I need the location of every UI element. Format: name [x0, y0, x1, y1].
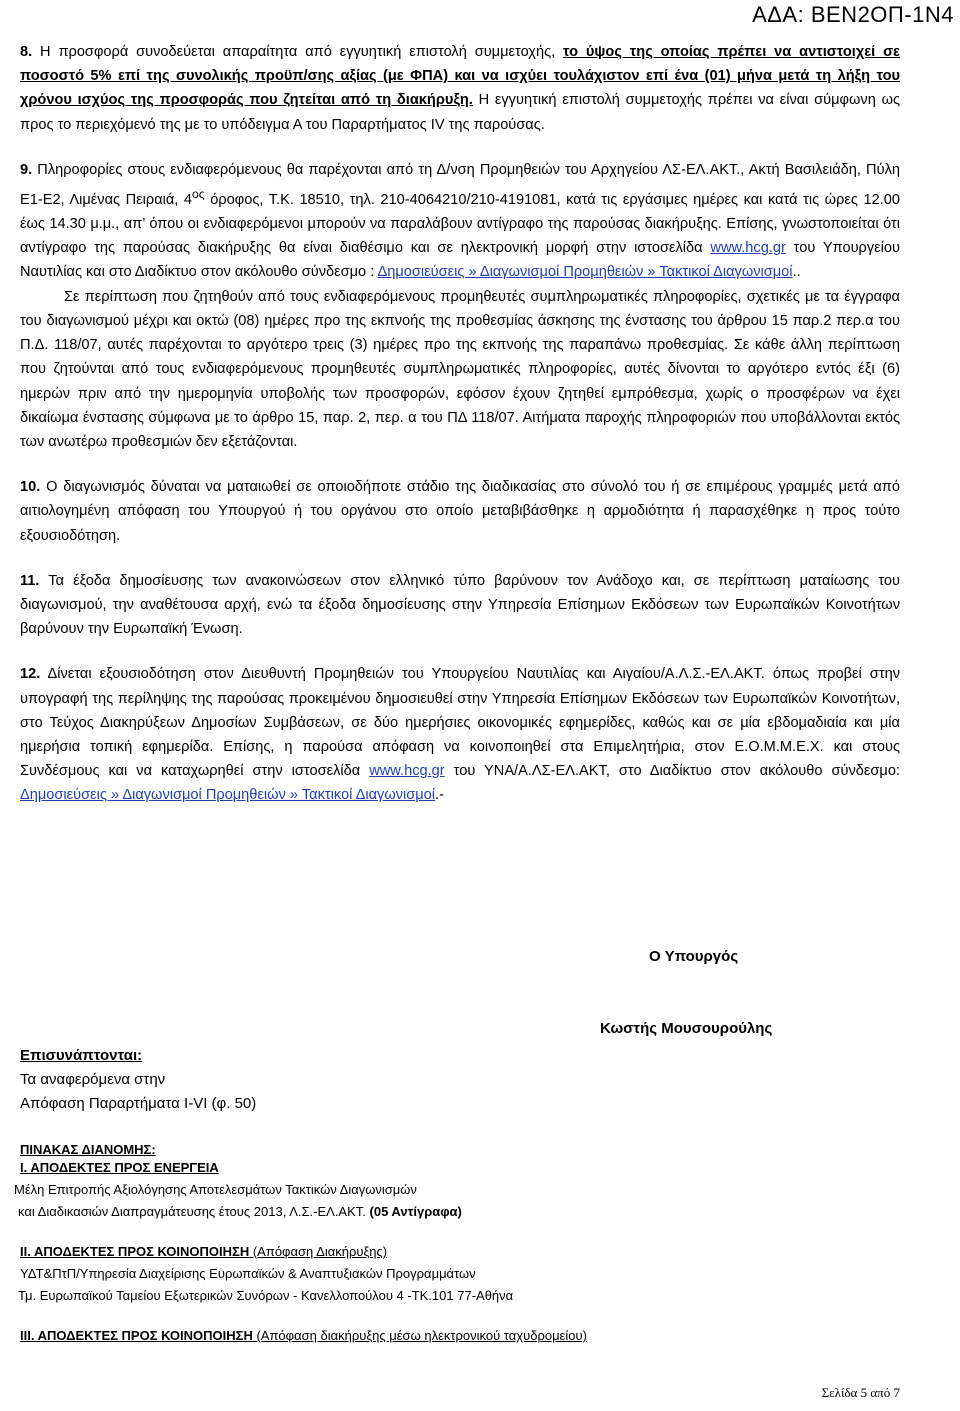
distribution-section-3-heading-line: [20, 1325, 920, 1347]
distribution-section-3-heading: ΙΙΙ. ΑΠΟΔΕΚΤΕΣ ΠΡΟΣ ΚΟΙΝΟΠΟΙΗΣΗ: [20, 1328, 253, 1343]
section-8-text-c: Η εγγυητική επιστολή συμμετοχής πρέπει να είναι σύμφωνη ως προς το περιεχόμενό της με το υπόδειγμα Α του Παραρτήματος IV της παρούσας.: [20, 92, 901, 133]
distribution-section-2-line-2: Τμ. Ευρωπαϊκού Ταμείου Εξωτερικών Συνόρων - Κανελλοπούλου 4 -ΤΚ.101 77-Αθήνα: [18, 1288, 514, 1303]
enclosures-line-1: Τα αναφερόμενα στην: [20, 1071, 166, 1088]
section-9-paragraph-2: Σε περίπτωση που ζητηθούν από τους ενδιαφερόμενους προμηθευτές συμπληρωματικές πληροφορίες, σχετικές με τα έγγραφα του διαγωνισμού μέχρι και οκτώ (08) ημέρες προ της εκπνοής της προθεσμίας άσκησης της ένστασης του άρθρου 15 παρ.2 περ.α του Π.Δ. 118/07, αυτές παρέχονται το αργότερο τρεις (3) ημέρες προ της εκπνοής της παραπάνω προθεσμίας. Σε κάθε άλλη περίπτωση που ζητούνται από τους ενδιαφερόμενους προμηθευτές συμπληρωματικές πληροφορίες, αυτές δίνονται το αργότερο εντός έξι (6) ημερών πριν από την ημερομηνία υποβολής των προσφορών, εφόσον έχουν ζητηθεί εμπρόθεσμα, χωρίς ο προσφέρων να έχει δικαίωμα ένστασης σύμφωνα με το άρθρο 15, παρ. 2, περ. α του ΠΔ 118/07. Αιτήματα παροχής πληροφοριών που υποβάλλονται εκτός των ανωτέρω προθεσμιών δεν εξετάζονται.: [20, 288, 900, 450]
section-8: [20, 40, 900, 137]
enclosures-heading: Επισυνάπτονται:: [20, 1047, 143, 1064]
section-12: [20, 662, 900, 807]
ada-code: ΑΔΑ: ΒΕΝ2ΟΠ-1Ν4: [752, 2, 954, 27]
section-9: [20, 158, 900, 285]
distribution-section-3-note: (Απόφαση διακήρυξης μέσω ηλεκτρονικού ταχυδρομείου): [252, 1328, 587, 1343]
section-9-text-c: , κατά τις εργάσιμες ημέρες και κατά τις ώρες 12.00 έως 14.30 μ.μ., απ’ όπου οι ενδιαφερόμενοι μπορούν να παραλάβουν αντίγραφο της παρούσας διακήρυξης. Επίσης, γνωστοποιείται ότι αντίγραφο της παρούσας διακήρυξης θα είναι διαθέσιμο και σε ηλεκτρονική μορφή στην ιστοσελίδα: [20, 191, 900, 257]
enclosures: [20, 1044, 256, 1116]
page-number: Σελίδα 5 από 7: [821, 1385, 900, 1400]
tenders-link-2[interactable]: Δημοσιεύσεις » Διαγωνισμοί Προμηθειών » Τακτικοί Διαγωνισμοί: [20, 787, 436, 804]
section-11-text: Τα έξοδα δημοσίευσης των ανακοινώσεων στον ελληνικό τύπο βαρύνουν τον Ανάδοχο και, σε περίπτωση ματαίωσης του διαγωνισμού, την αναθέτουσα αρχή, ενώ τα έξοδα δημοσίευσης στην Υπηρεσία Επίσημων Εκδόσεων των Ευρωπαϊκών Κοινοτήτων βαρύνουν την Ευρωπαϊκή Ένωση.: [20, 572, 900, 638]
distribution-section-2-heading: ΙΙ. ΑΠΟΔΕΚΤΕΣ ΠΡΟΣ ΚΟΙΝΟΠΟΙΗΣΗ: [20, 1244, 250, 1259]
hcg-link-2[interactable]: www.hcg.gr: [369, 763, 445, 780]
distribution-section-2-line-1: ΥΔΤ&ΠτΠ/Υπηρεσία Διαχείρισης Ευρωπαϊκών & Αναπτυξιακών Προγραμμάτων: [20, 1266, 476, 1281]
section-10-text: Ο διαγωνισμός δύναται να ματαιωθεί σε οποιοδήποτε στάδιο της διαδικασίας στο σύνολό του ή σε επιμέρους γραμμές μετά από αιτιολογημένη απόφαση του Υπουργού ή του οργάνου στο οποίο μεταβιβάσθηκε η αρμοδιότητα ή παρασχέθηκε η προς τούτο εξουσιοδότηση.: [20, 479, 900, 544]
distribution-section-1-line-1: Μέλη Επιτροπής Αξιολόγησης Αποτελεσμάτων Τακτικών Διαγωνισμών: [14, 1182, 417, 1197]
section-8-number: 8.: [20, 44, 33, 60]
section-10: [20, 475, 900, 548]
distribution-heading: ΠΙΝΑΚΑΣ ΔΙΑΝΟΜΗΣ:: [20, 1142, 156, 1157]
section-9-sup: ος: [192, 187, 205, 202]
section-9-text-d: του Υπουργείου Ναυτιλίας και στο Διαδίκτυο στον ακόλουθο σύνδεσμο :: [20, 240, 901, 281]
section-12-text-c: .-: [435, 787, 444, 804]
distribution-section-2-heading-line: [20, 1241, 920, 1263]
section-8-text-b: το ύψος της οποίας πρέπει να αντιστοιχεί σε ποσοστό 5% επί της συνολικής προϋπ/σης αξίας (με ΦΠΑ) και να ισχύει τουλάχιστον επί ένα (01) μήνα μετά τη λήξη του χρόνου ισχύος της προσφοράς που ζητείται από τη διακήρυξη.: [20, 44, 900, 109]
section-8-text-a: Η προσφορά συνοδεύεται απαραίτητα από εγγυητική επιστολή συμμετοχής,: [32, 44, 564, 60]
distribution-section-1-line-2: [18, 1201, 920, 1223]
section-12-number: 12.: [20, 666, 41, 683]
signature-name: Κωστής Μουσουρούλης: [600, 1020, 773, 1037]
section-9-text-a: Πληροφορίες στους ενδιαφερόμενους θα παρέχονται από τη Δ/νση Προμηθειών του Αρχηγείου ΛΣ-ΕΛ.ΑΚΤ., Ακτή Βασιλειάδη, Πύλη Ε1-Ε2, Λιμένας Πειραιά, 4: [20, 161, 900, 208]
document-body: [20, 40, 900, 808]
section-9-number: 9.: [20, 161, 33, 178]
hcg-link-1[interactable]: www.hcg.gr: [710, 240, 786, 257]
distribution-section-2-note: (Απόφαση Διακήρυξης): [249, 1244, 388, 1259]
tenders-link-1[interactable]: Δημοσιεύσεις » Διαγωνισμοί Προμηθειών » Τακτικοί Διαγωνισμοί: [377, 264, 793, 281]
section-12-text-a: Δίνεται εξουσιοδότηση στον Διευθυντή Προμηθειών του Υπουργείου Ναυτιλίας και Αιγαίου/Α.Λ.Σ.-ΕΛ.ΑΚΤ. όπως προβεί στην υπογραφή της περίληψης της παρούσας προκειμένου δημοσιευθεί στην Υπηρεσία Επίσημων Εκδόσεων των Ευρωπαϊκών Κοινοτήτων, στο Τεύχος Διακηρύξεων Δημοσίων Συμβάσεων, σε δύο ημερήσιες οικονομικές εφημερίδες, καθώς και σε μία εβδομαδιαία και μία ημερήσια τοπική εφημερίδα. Επίσης, η παρούσα απόφαση να κοινοποιηθεί στα Επιμελητήρια, στον Ε.Ο.Μ.Μ.Ε.Χ. και στους Συνδέσμους και να καταχωρηθεί στην ιστοσελίδα: [20, 666, 900, 780]
section-11-number: 11.: [20, 572, 40, 589]
section-10-number: 10.: [20, 479, 41, 496]
distribution-section-1-line-2-text: και Διαδικασιών Διαπραγμάτευσης έτους 2013, Λ.Σ.-ΕΛ.ΑΚΤ.: [18, 1204, 370, 1219]
signature-title: Ο Υπουργός: [649, 948, 739, 965]
enclosures-line-2: Απόφαση Παραρτήματα I-VI (φ. 50): [20, 1095, 257, 1112]
section-9-text-e: ..: [792, 264, 801, 281]
section-12-text-b: του ΥΝΑ/Α.ΛΣ-ΕΛ.ΑΚΤ, στο Διαδίκτυο στον ακόλουθο σύνδεσμο:: [444, 763, 900, 780]
distribution-section-1-heading: Ι. ΑΠΟΔΕΚΤΕΣ ΠΡΟΣ ΕΝΕΡΓΕΙΑ: [20, 1160, 219, 1175]
section-9-text-b: όροφος, Τ.Κ. 18510, τηλ. 210-4064210/210-4191081: [204, 191, 557, 208]
section-11: [20, 569, 900, 642]
distribution-section-1-copies: (05 Αντίγραφα): [369, 1204, 462, 1219]
distribution-list: [14, 1139, 920, 1347]
